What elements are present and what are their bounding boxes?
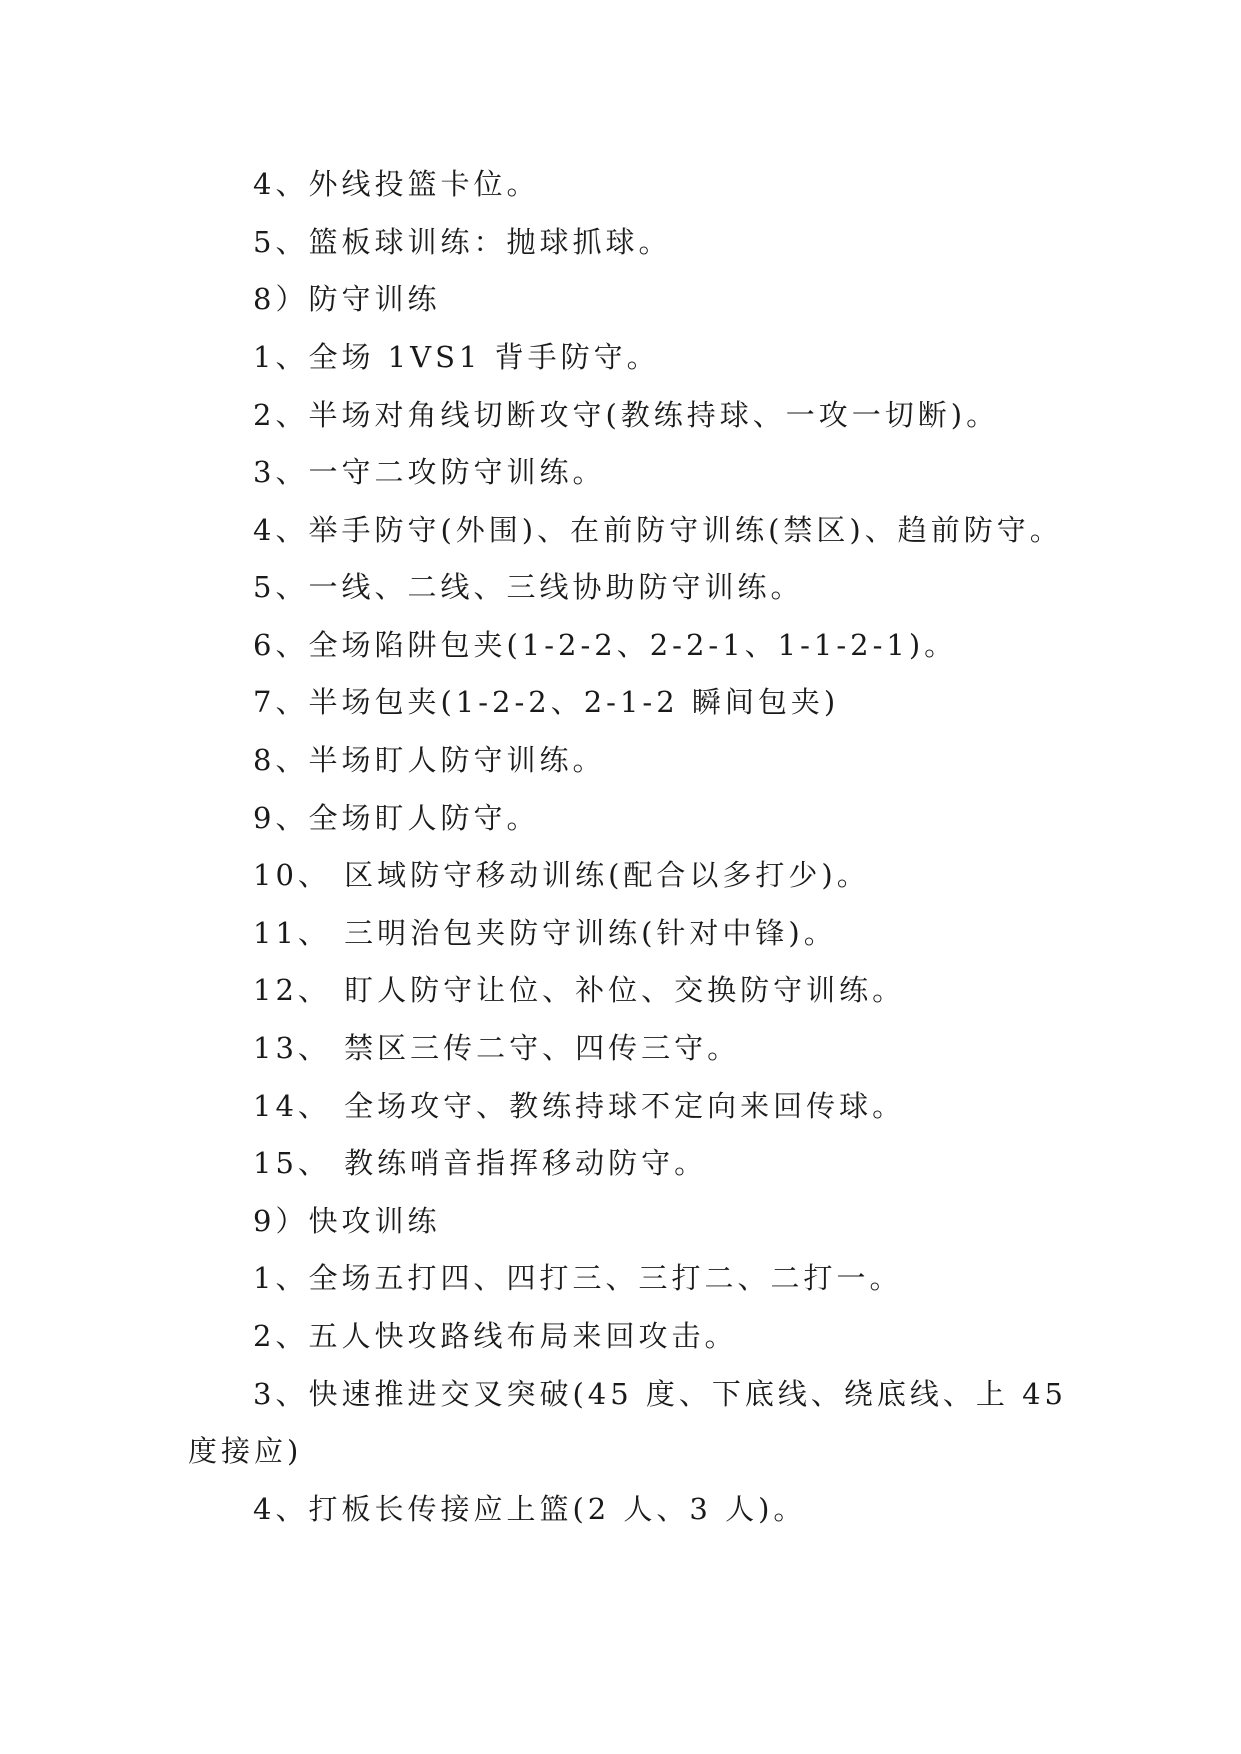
list-item: 1、全场 1VS1 背手防守。 bbox=[253, 340, 660, 374]
list-item: 4、举手防守(外围)、在前防守训练(禁区)、趋前防守。 bbox=[253, 513, 1063, 547]
section-heading: 8）防守训练 bbox=[253, 282, 441, 316]
list-item: 2、五人快攻路线布局来回攻击。 bbox=[253, 1319, 738, 1353]
list-item: 1、全场五打四、四打三、三打二、二打一。 bbox=[253, 1261, 903, 1295]
list-item-continuation: 度接应) bbox=[188, 1434, 303, 1468]
list-item: 11、 三明治包夹防守训练(针对中锋)。 bbox=[253, 916, 837, 950]
list-item: 8、半场盯人防守训练。 bbox=[253, 743, 606, 777]
list-item: 12、 盯人防守让位、补位、交换防守训练。 bbox=[253, 973, 906, 1007]
section-heading: 9）快攻训练 bbox=[253, 1204, 441, 1238]
list-item: 3、快速推进交叉突破(45 度、下底线、绕底线、上 45 bbox=[253, 1377, 1068, 1411]
list-item: 2、半场对角线切断攻守(教练持球、一攻一切断)。 bbox=[253, 398, 1000, 432]
list-item: 4、打板长传接应上篮(2 人、3 人)。 bbox=[253, 1492, 807, 1526]
list-item: 10、 区域防守移动训练(配合以多打少)。 bbox=[253, 858, 870, 892]
list-item: 15、 教练哨音指挥移动防守。 bbox=[253, 1146, 708, 1180]
list-item: 13、 禁区三传二守、四传三守。 bbox=[253, 1031, 741, 1065]
list-item: 5、篮板球训练：抛球抓球。 bbox=[253, 225, 672, 259]
list-item: 7、半场包夹(1-2-2、2-1-2 瞬间包夹) bbox=[253, 685, 840, 719]
list-item: 3、一守二攻防守训练。 bbox=[253, 455, 606, 489]
list-item: 14、 全场攻守、教练持球不定向来回传球。 bbox=[253, 1089, 906, 1123]
list-item: 6、全场陷阱包夹(1-2-2、2-2-1、1-1-2-1)。 bbox=[253, 628, 958, 662]
list-item: 9、全场盯人防守。 bbox=[253, 801, 540, 835]
list-item: 5、一线、二线、三线协助防守训练。 bbox=[253, 570, 804, 604]
list-item: 4、外线投篮卡位。 bbox=[253, 167, 540, 201]
